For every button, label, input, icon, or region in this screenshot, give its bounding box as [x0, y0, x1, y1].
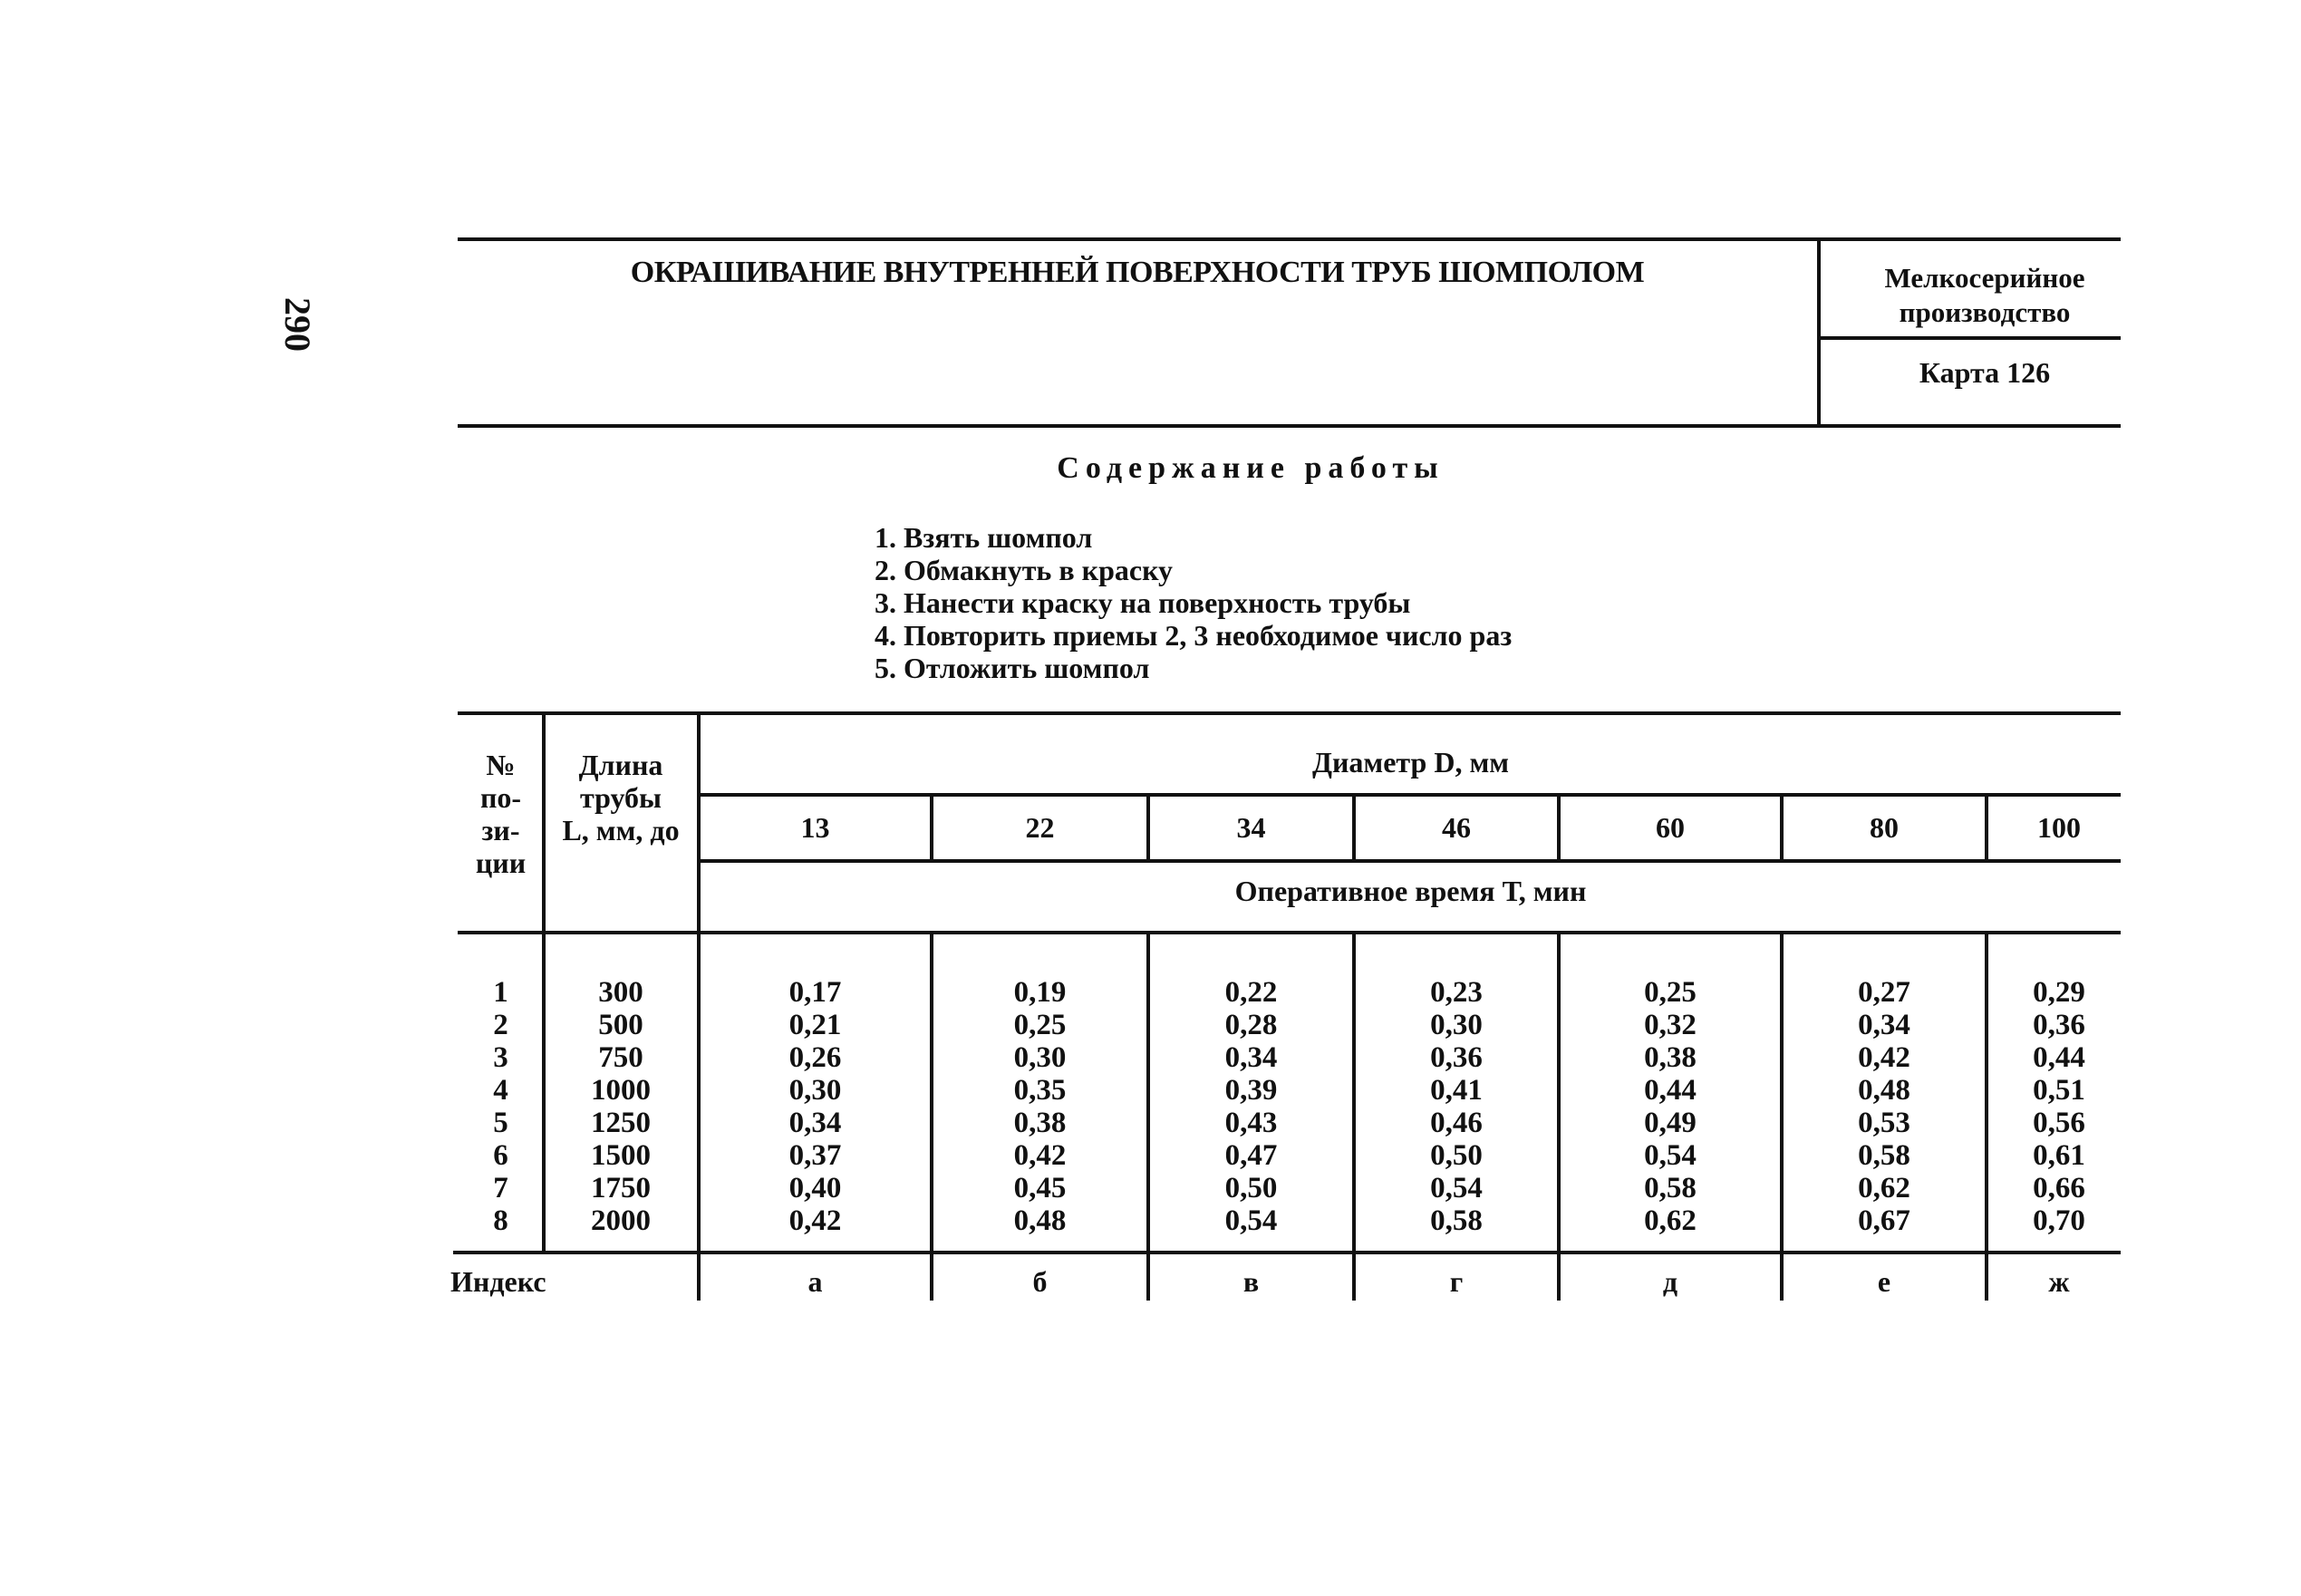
length-cell: 1250 — [591, 1107, 651, 1139]
time-cell: 0,30 — [1013, 1041, 1067, 1074]
col-header-position-line: по- — [479, 781, 522, 814]
time-cell: 0,48 — [1858, 1074, 1910, 1107]
index-cell: б — [1032, 1265, 1048, 1298]
col-header-length-line: L, мм, до — [562, 814, 680, 846]
diameter-value: 60 — [1656, 811, 1685, 844]
time-cell: 0,56 — [2033, 1107, 2085, 1139]
time-cell: 0,41 — [1430, 1074, 1483, 1107]
time-cell: 0,66 — [2033, 1172, 2085, 1204]
position-cell: 7 — [493, 1172, 508, 1204]
time-cell: 0,38 — [1644, 1041, 1697, 1074]
position-cell: 1 — [493, 976, 508, 1009]
time-cell: 0,62 — [1644, 1204, 1697, 1237]
col-header-position-line: ции — [475, 846, 527, 879]
col-header-position — [458, 749, 544, 879]
time-cell: 0,42 — [788, 1204, 842, 1237]
index-cell: а — [807, 1265, 823, 1298]
work-section-title: Содержание работы — [1057, 451, 1445, 485]
work-step: 1. Взять шомпол — [875, 521, 1093, 554]
table-header-bottom-rule — [458, 931, 2121, 934]
time-cell: 0,51 — [2033, 1074, 2085, 1107]
diameter-header: Диаметр D, мм — [1311, 746, 1510, 779]
time-cell: 0,50 — [1224, 1172, 1278, 1204]
time-header: Оперативное время Т, мин — [1234, 875, 1587, 907]
time-cell: 0,43 — [1224, 1107, 1278, 1139]
length-cell: 1750 — [591, 1172, 651, 1204]
time-cell: 0,34 — [1858, 1009, 1910, 1041]
time-cell: 0,25 — [1644, 976, 1697, 1009]
length-cell: 1000 — [591, 1074, 651, 1107]
time-cell: 0,53 — [1858, 1107, 1910, 1139]
index-cell: в — [1242, 1265, 1260, 1298]
time-cell: 0,61 — [2033, 1139, 2085, 1172]
time-cell: 0,42 — [1013, 1139, 1067, 1172]
time-cell: 0,29 — [2033, 976, 2085, 1009]
diameter-value: 22 — [1025, 811, 1055, 844]
time-cell: 0,34 — [788, 1107, 842, 1139]
time-cell: 0,54 — [1430, 1172, 1483, 1204]
time-column-d46 — [1356, 976, 1557, 1237]
time-cell: 0,49 — [1644, 1107, 1697, 1139]
time-cell: 0,44 — [1644, 1074, 1697, 1107]
time-cell: 0,67 — [1858, 1204, 1910, 1237]
time-cell: 0,21 — [788, 1009, 842, 1041]
position-cell: 6 — [493, 1139, 508, 1172]
time-cell: 0,38 — [1013, 1107, 1067, 1139]
time-cell: 0,47 — [1224, 1139, 1278, 1172]
time-cell: 0,27 — [1858, 976, 1910, 1009]
time-cell: 0,45 — [1013, 1172, 1067, 1204]
time-cell: 0,36 — [2033, 1009, 2085, 1041]
time-cell: 0,36 — [1430, 1041, 1483, 1074]
header-divider — [1817, 237, 1821, 426]
work-steps-list — [875, 521, 1512, 684]
col-header-position-line: зи- — [481, 814, 520, 846]
document-title: ОКРАШИВАНИЕ ВНУТРЕННЕЙ ПОВЕРХНОСТИ ТРУБ ШОМПОЛОМ — [630, 256, 1645, 289]
time-cell: 0,35 — [1013, 1074, 1067, 1107]
time-cell: 0,25 — [1013, 1009, 1067, 1041]
position-cell: 5 — [493, 1107, 508, 1139]
time-column-d34 — [1150, 976, 1352, 1237]
index-cell: г — [1449, 1265, 1464, 1298]
time-cell: 0,58 — [1430, 1204, 1483, 1237]
col-header-position-line: № — [486, 749, 516, 781]
work-step: 4. Повторить приемы 2, 3 необходимое число раз — [875, 619, 1513, 652]
time-cell: 0,30 — [788, 1074, 842, 1107]
time-cell: 0,34 — [1224, 1041, 1278, 1074]
time-column-d13 — [701, 976, 930, 1237]
time-cell: 0,22 — [1224, 976, 1278, 1009]
production-line-1: Мелкосерийное — [1884, 262, 2085, 294]
time-cell: 0,26 — [788, 1041, 842, 1074]
header-side-rule — [1817, 336, 2121, 340]
diameter-value: 46 — [1442, 811, 1471, 844]
time-cell: 0,54 — [1644, 1139, 1697, 1172]
time-cell: 0,39 — [1224, 1074, 1278, 1107]
diameter-values-bottom-rule — [701, 859, 2121, 863]
diameter-values-top-rule — [701, 793, 2121, 797]
work-step: 5. Отложить шомпол — [875, 652, 1150, 684]
index-cell: е — [1877, 1265, 1891, 1298]
work-step: 3. Нанести краску на поверхность трубы — [875, 586, 1411, 619]
page-number: 290 — [277, 297, 318, 352]
time-cell: 0,62 — [1858, 1172, 1910, 1204]
time-cell: 0,48 — [1013, 1204, 1067, 1237]
time-column-d100 — [1988, 976, 2130, 1237]
length-cell: 2000 — [591, 1204, 651, 1237]
position-cell: 4 — [493, 1074, 508, 1107]
time-cell: 0,37 — [788, 1139, 842, 1172]
length-cell: 1500 — [591, 1139, 651, 1172]
index-cell: ж — [2048, 1265, 2070, 1298]
time-cell: 0,44 — [2033, 1041, 2085, 1074]
time-cell: 0,58 — [1644, 1172, 1697, 1204]
work-step: 2. Обмакнуть в краску — [875, 554, 1174, 586]
col-header-length-line: трубы — [579, 781, 662, 814]
index-row-top-rule — [453, 1251, 2121, 1254]
position-cell: 8 — [493, 1204, 508, 1237]
time-cell: 0,28 — [1224, 1009, 1278, 1041]
index-label: Индекс — [450, 1265, 546, 1298]
col-header-length-line: Длина — [578, 749, 663, 781]
header-bottom-rule — [458, 424, 2121, 428]
card-number: Карта 126 — [1919, 356, 2051, 389]
length-cell: 300 — [598, 976, 643, 1009]
length-cell: 750 — [598, 1041, 643, 1074]
time-column-d22 — [933, 976, 1146, 1237]
table-top-rule — [458, 711, 2121, 715]
diameter-value: 100 — [2037, 811, 2081, 844]
diameter-value: 13 — [800, 811, 830, 844]
time-cell: 0,50 — [1430, 1139, 1483, 1172]
index-cell: д — [1662, 1265, 1678, 1298]
length-cell: 500 — [598, 1009, 643, 1041]
time-cell: 0,17 — [788, 976, 842, 1009]
time-cell: 0,30 — [1430, 1009, 1483, 1041]
time-cell: 0,19 — [1013, 976, 1067, 1009]
lengths-column — [544, 976, 698, 1237]
position-cell: 3 — [493, 1041, 508, 1074]
header-top-rule — [458, 237, 2121, 241]
positions-column — [458, 976, 544, 1237]
production-line-2: производство — [1899, 296, 2071, 328]
diameter-value: 34 — [1236, 811, 1266, 844]
time-cell: 0,70 — [2033, 1204, 2085, 1237]
time-cell: 0,32 — [1644, 1009, 1697, 1041]
time-column-d80 — [1784, 976, 1985, 1237]
time-cell: 0,46 — [1430, 1107, 1483, 1139]
production-type — [1822, 261, 2148, 330]
time-cell: 0,54 — [1224, 1204, 1278, 1237]
position-cell: 2 — [493, 1009, 508, 1041]
time-cell: 0,42 — [1858, 1041, 1910, 1074]
diameter-value: 80 — [1870, 811, 1899, 844]
col-header-length — [544, 749, 698, 846]
time-cell: 0,40 — [788, 1172, 842, 1204]
time-column-d60 — [1561, 976, 1780, 1237]
time-cell: 0,58 — [1858, 1139, 1910, 1172]
time-cell: 0,23 — [1430, 976, 1483, 1009]
